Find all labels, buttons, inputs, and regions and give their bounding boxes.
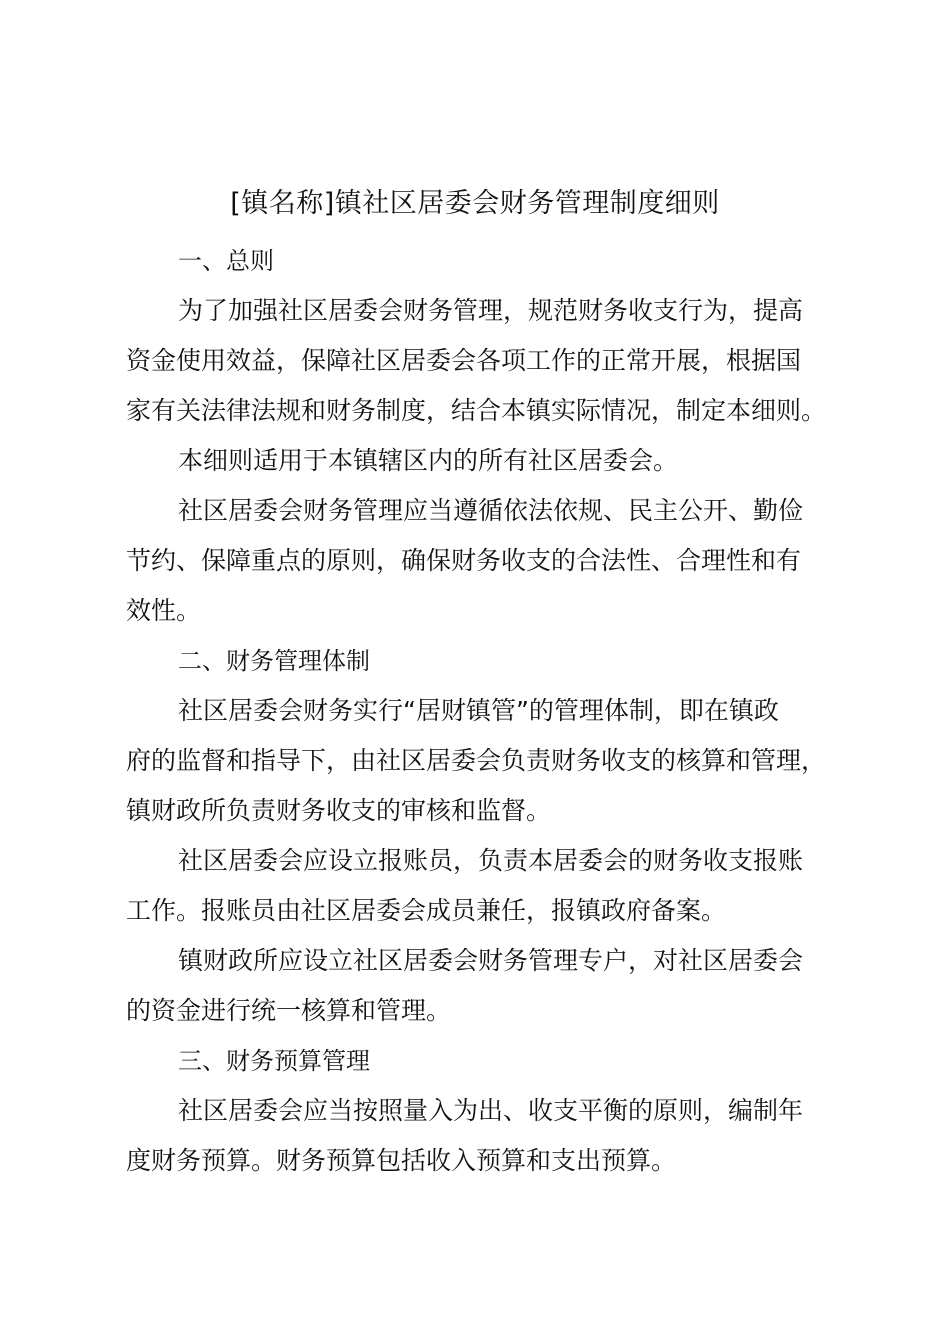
section-heading-general: 一、总则 [178, 247, 274, 275]
paragraph [126, 836, 834, 936]
paragraph [126, 436, 834, 486]
text-line: 节约、保障重点的原则，确保财务收支的合法性、合理性和有 [126, 546, 802, 575]
text-line: 社区居委会应当按照量入为出、收支平衡的原则，编制年 [178, 1096, 804, 1125]
text-line: 本细则适用于本镇辖区内的所有社区居委会。 [178, 446, 679, 475]
paragraph [126, 686, 834, 836]
paragraph [126, 486, 834, 636]
paragraph [126, 1086, 834, 1186]
document-title: [镇名称]镇社区居委会财务管理制度细则 [230, 188, 720, 219]
text-line: 镇财政所负责财务收支的审核和监督。 [126, 796, 552, 825]
document-body [126, 236, 834, 1186]
section-heading-budget-management: 三、财务预算管理 [178, 1047, 370, 1075]
text-line: 社区居委会应设立报账员，负责本居委会的财务收支报账 [178, 846, 804, 875]
paragraph [126, 936, 834, 1036]
text-line: 社区居委会财务实行“居财镇管”的管理体制，即在镇政 [178, 696, 779, 725]
text-line: 资金使用效益，保障社区居委会各项工作的正常开展，根据国 [126, 346, 802, 375]
text-line: 为了加强社区居委会财务管理，规范财务收支行为，提高 [178, 296, 804, 325]
text-line: 府的监督和指导下，由社区居委会负责财务收支的核算和管理， [126, 746, 827, 775]
text-line: 度财务预算。财务预算包括收入预算和支出预算。 [126, 1146, 677, 1175]
section-heading-management-system: 二、财务管理体制 [178, 647, 370, 675]
text-line: 效性。 [126, 596, 202, 625]
text-line: 镇财政所应设立社区居委会财务管理专户，对社区居委会 [178, 946, 804, 975]
paragraph [126, 286, 834, 436]
text-line: 家有关法律法规和财务制度，结合本镇实际情况，制定本细则。 [126, 396, 827, 425]
text-line: 工作。报账员由社区居委会成员兼任，报镇政府备案。 [126, 896, 727, 925]
text-line: 社区居委会财务管理应当遵循依法依规、民主公开、勤俭 [178, 496, 804, 525]
text-line: 的资金进行统一核算和管理。 [126, 996, 452, 1025]
